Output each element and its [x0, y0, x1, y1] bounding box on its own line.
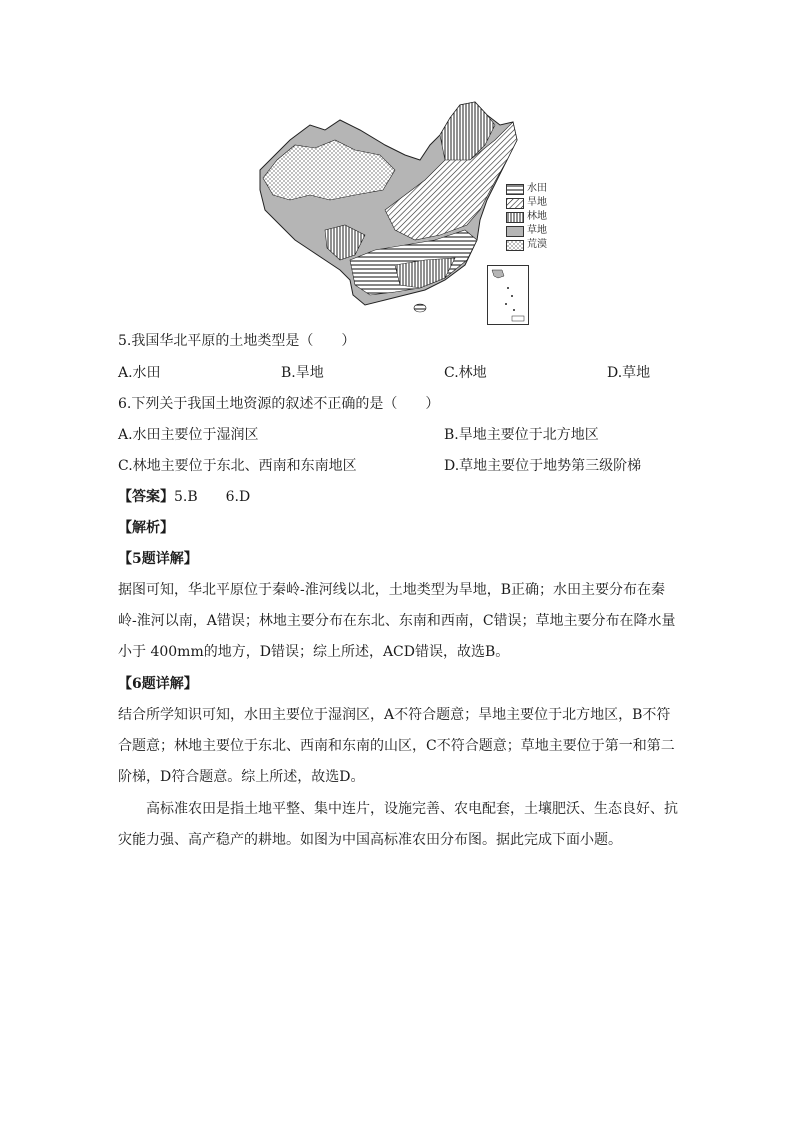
q6-option-b: B.旱地主要位于北方地区: [444, 427, 599, 443]
detail-6-line: 结合所学知识可知，水田主要位于湿润区，A不符合题意；旱地主要位于北方地区，B不符: [118, 707, 671, 723]
question-6-stem: 6.下列关于我国土地资源的叙述不正确的是（ ）: [118, 396, 440, 412]
paddy-swatch-icon: [506, 184, 524, 195]
detail-5-label: 【5题详解】: [118, 551, 198, 567]
dryland-swatch-icon: [506, 198, 524, 209]
q5-option-a: A.水田: [118, 365, 161, 381]
detail-6-line: 阶梯，D符合题意。综上所述，故选D。: [118, 769, 365, 785]
q6-option-d: D.草地主要位于地势第三级阶梯: [444, 458, 642, 474]
analysis-label: 【解析】: [118, 520, 174, 536]
legend-label: 林地: [527, 211, 547, 222]
legend-label: 草地: [527, 225, 547, 236]
detail-5-line: 小于 400mm的地方，D错误；综上所述，ACD错误，故选B。: [118, 644, 510, 660]
legend-label: 水田: [527, 183, 547, 194]
hainan-island: [414, 304, 426, 312]
legend-item-grassland: [506, 224, 547, 238]
detail-6-line: 合题意；林地主要位于东北、西南和东南的山区，C不符合题意；草地主要位于第一和第二: [118, 738, 675, 754]
q5-option-b: B.旱地: [281, 365, 324, 381]
legend-label: 旱地: [527, 197, 547, 208]
answer-text: 5.B 6.D: [174, 489, 251, 505]
legend-item-paddy: [506, 182, 547, 196]
q5-option-c: C.林地: [444, 365, 487, 381]
desert-swatch-icon: [506, 240, 524, 251]
south-china-sea-inset: [487, 265, 529, 325]
grassland-swatch-icon: [506, 226, 524, 237]
forest-swatch-icon: [506, 212, 524, 223]
legend-item-desert: [506, 238, 547, 252]
question-5-stem: 5.我国华北平原的土地类型是（ ）: [118, 333, 356, 349]
legend-label: 荒漠: [527, 239, 547, 250]
intro-line: 灾能力强、高产稳产的耕地。如图为中国高标准农田分布图。据此完成下面小题。: [118, 832, 622, 848]
intro-line: 高标准农田是指土地平整、集中连片，设施完善、农电配套，土壤肥沃、生态良好、抗: [118, 801, 678, 817]
map-legend: [506, 182, 547, 252]
q6-option-a: A.水田主要位于湿润区: [118, 427, 259, 443]
legend-item-forest: [506, 210, 547, 224]
legend-item-dryland: [506, 196, 547, 210]
detail-5-line: 岭-淮河以南，A错误；林地主要分布在东北、东南和西南，C错误；草地主要分布在降水量: [118, 613, 676, 629]
answer-line: [118, 487, 678, 507]
q6-option-c: C.林地主要位于东北、西南和东南地区: [118, 458, 357, 474]
q5-option-d: D.草地: [607, 365, 651, 381]
detail-5-line: 据图可知，华北平原位于秦岭-淮河线以北，土地类型为旱地，B正确；水田主要分布在秦: [118, 582, 666, 598]
inset-map-icon: [488, 266, 528, 324]
answer-label: 【答案】: [118, 489, 174, 505]
detail-6-label: 【6题详解】: [118, 676, 198, 692]
